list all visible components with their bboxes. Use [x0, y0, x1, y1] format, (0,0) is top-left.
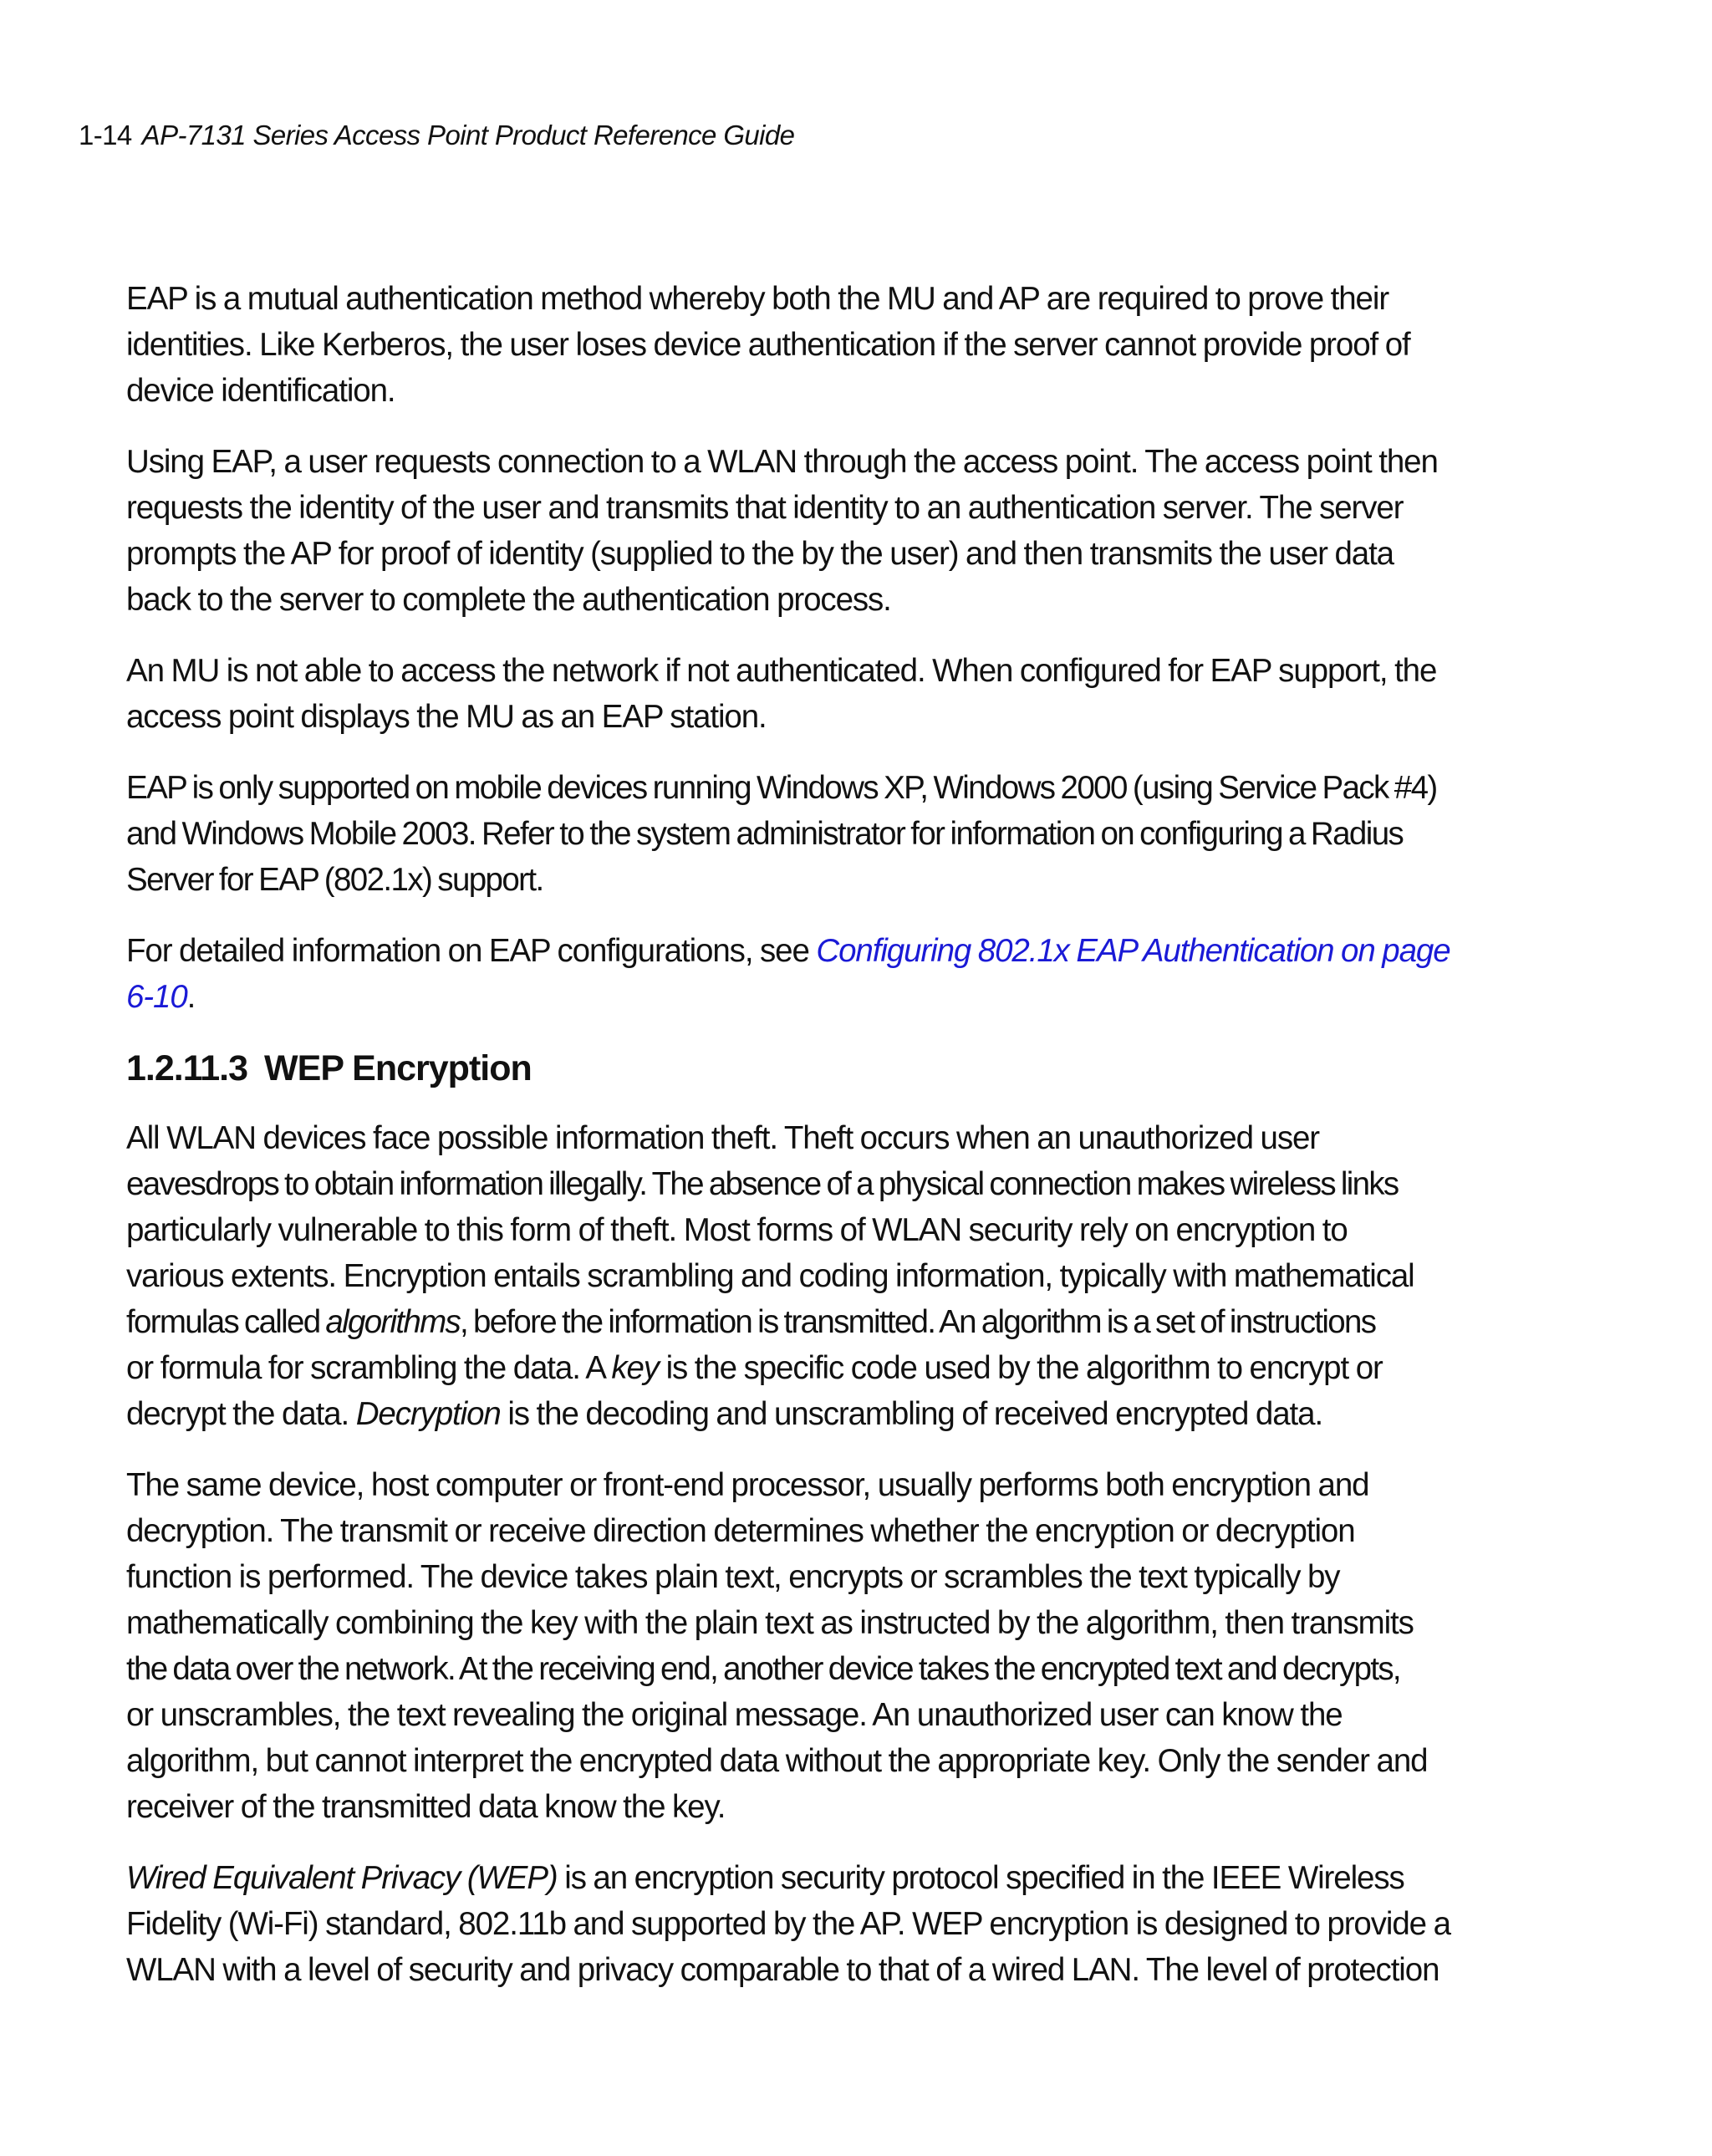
emphasis-algorithms: algorithms	[325, 1304, 461, 1340]
text-line: prompts the AP for proof of identity (supplied to the by the user) and then transmits the user data	[126, 536, 1394, 572]
guide-title: AP-7131 Series Access Point Product Reference Guide	[141, 120, 795, 150]
text-run: decrypt the data.	[126, 1396, 356, 1432]
text-line: Server for EAP (802.1x) support.	[126, 862, 543, 898]
emphasis-key: key	[611, 1350, 659, 1386]
text-line: receiver of the transmitted data know the key.	[126, 1789, 726, 1825]
text-line: All WLAN devices face possible information theft. Theft occurs when an unauthorized user	[126, 1120, 1320, 1156]
text-line: requests the identity of the user and transmits that identity to an authentication server. The server	[126, 490, 1404, 526]
text-line	[126, 928, 1514, 974]
paragraph-wep-definition	[126, 1855, 1514, 1993]
text-line: Using EAP, a user requests connection to a WLAN through the access point. The access point then	[126, 444, 1438, 480]
text-line: back to the server to complete the authentication process.	[126, 582, 891, 618]
section-heading	[126, 1045, 1514, 1092]
paragraph-eap-supported-devices	[126, 765, 1514, 903]
text-line: device identification.	[126, 373, 395, 409]
text-run: , before the information is transmitted. An algorithm is a set of instructions	[460, 1304, 1376, 1340]
page-number: 1-14	[79, 120, 132, 150]
text-line: particularly vulnerable to this form of theft. Most forms of WLAN security rely on encryption to	[126, 1212, 1348, 1248]
text-line	[126, 974, 1514, 1020]
paragraph-eap-config-reference	[126, 928, 1514, 1020]
text-line: Fidelity (Wi-Fi) standard, 802.11b and supported by the AP. WEP encryption is designed to provide a	[126, 1906, 1450, 1942]
text-line	[126, 1345, 1514, 1391]
text-line: decryption. The transmit or receive direction determines whether the encryption or decryption	[126, 1513, 1355, 1549]
paragraph-mu-not-authenticated	[126, 648, 1514, 740]
text-run: is the specific code used by the algorithm to encrypt or	[658, 1350, 1383, 1386]
cross-reference-link[interactable]: Configuring 802.1x EAP Authentication on page	[816, 933, 1450, 969]
text-line: function is performed. The device takes plain text, encrypts or scrambles the text typically by	[126, 1559, 1340, 1595]
text-line: various extents. Encryption entails scrambling and coding information, typically with mathematical	[126, 1258, 1414, 1294]
text-line: mathematically combining the key with the plain text as instructed by the algorithm, then transmits	[126, 1605, 1414, 1641]
text-line	[126, 1299, 1514, 1345]
section-title: WEP Encryption	[264, 1048, 532, 1088]
text-line: eavesdrops to obtain information illegally. The absence of a physical connection makes wireless links	[126, 1166, 1399, 1202]
text-line: identities. Like Kerberos, the user loses device authentication if the server cannot provide proof of	[126, 327, 1410, 363]
cross-reference-link-page[interactable]: 6-10	[126, 979, 187, 1015]
paragraph-encryption-process	[126, 1462, 1514, 1830]
text-line: and Windows Mobile 2003. Refer to the system administrator for information on configuring a Radius	[126, 816, 1404, 852]
section-number: 1.2.11.3	[126, 1048, 248, 1088]
text-line: The same device, host computer or front-end processor, usually performs both encryption and	[126, 1467, 1369, 1503]
text-run: For detailed information on EAP configurations, see	[126, 933, 817, 969]
text-line: the data over the network. At the receiving end, another device takes the encrypted text and decrypts,	[126, 1651, 1400, 1687]
text-run: formulas called	[126, 1304, 326, 1340]
text-line	[126, 1855, 1514, 1901]
text-line: or unscrambles, the text revealing the original message. An unauthorized user can know the	[126, 1697, 1343, 1733]
paragraph-eap-mutual-auth	[126, 276, 1514, 414]
text-run: or formula for scrambling the data. A	[126, 1350, 612, 1386]
text-run: is an encryption security protocol specified in the IEEE Wireless	[557, 1860, 1404, 1896]
emphasis-decryption: Decryption	[355, 1396, 501, 1432]
running-header	[79, 119, 794, 152]
text-line: WLAN with a level of security and privacy comparable to that of a wired LAN. The level of protection	[126, 1952, 1439, 1988]
text-line: EAP is only supported on mobile devices running Windows XP, Windows 2000 (using Service Pack #4)	[126, 770, 1437, 806]
text-run: is the decoding and unscrambling of received encrypted data.	[500, 1396, 1323, 1432]
text-line: algorithm, but cannot interpret the encrypted data without the appropriate key. Only the sender and	[126, 1743, 1428, 1779]
text-line	[126, 1391, 1514, 1437]
text-line: EAP is a mutual authentication method whereby both the MU and AP are required to prove their	[126, 281, 1389, 317]
paragraph-using-eap	[126, 439, 1514, 623]
text-line: access point displays the MU as an EAP station.	[126, 699, 767, 735]
text-line: An MU is not able to access the network if not authenticated. When configured for EAP support, the	[126, 653, 1437, 689]
page-content	[126, 276, 1514, 2018]
paragraph-wlan-theft	[126, 1115, 1514, 1437]
emphasis-wep: Wired Equivalent Privacy (WEP)	[126, 1860, 558, 1896]
text-run: .	[186, 979, 196, 1015]
